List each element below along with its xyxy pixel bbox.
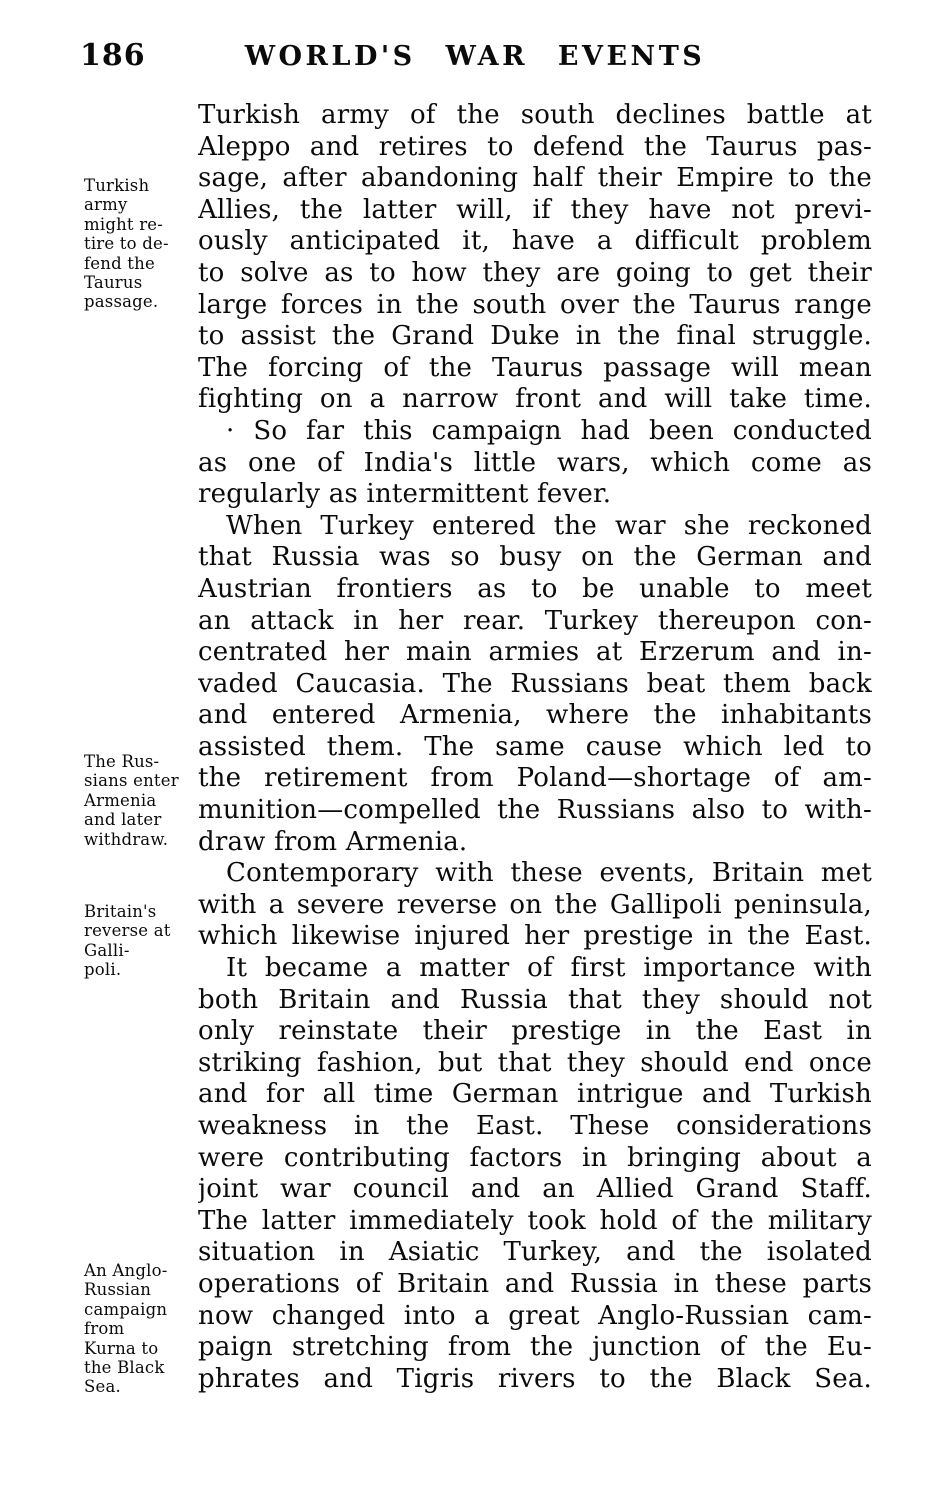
body-line: munition—compelled the Russians also to with- bbox=[198, 795, 872, 826]
body-line: situation in Asiatic Turkey, and the isolated bbox=[198, 1237, 872, 1268]
body-line: fighting on a narrow front and will take time. bbox=[198, 384, 872, 415]
sidenote-line: from bbox=[84, 1319, 125, 1339]
body-line: Turkish army of the south declines battle at bbox=[198, 100, 872, 130]
sidenote bbox=[84, 752, 198, 849]
body-line: phrates and Tigris rivers to the Black Sea. bbox=[198, 1363, 872, 1394]
running-title: WORLD'S WAR EVENTS bbox=[244, 41, 706, 72]
body-line: paign stretching from the junction of the Eu- bbox=[198, 1332, 872, 1363]
body-line: The forcing of the Taurus passage will mean bbox=[198, 352, 872, 383]
body-line: operations of Britain and Russia in these parts bbox=[198, 1268, 872, 1299]
body-line: The latter immediately took hold of the military bbox=[198, 1205, 872, 1236]
sidenote bbox=[84, 1261, 198, 1397]
sidenote-line: poli. bbox=[84, 960, 122, 980]
body-line: with a severe reverse on the Gallipoli peninsula, bbox=[198, 889, 872, 920]
sidenote-line: tire to de- bbox=[84, 234, 169, 254]
sidenote bbox=[84, 902, 198, 980]
sidenote-line: Armenia bbox=[84, 790, 157, 810]
body-line: to assist the Grand Duke in the final struggle. bbox=[198, 321, 872, 352]
body-line: weakness in the East. These considerations bbox=[198, 1111, 872, 1141]
body-line: It became a matter of first importance with bbox=[226, 953, 872, 984]
body-line: to solve as to how they are going to get their bbox=[198, 257, 872, 288]
sidenote-line: Russian bbox=[84, 1280, 152, 1300]
sidenote-line: Turkish bbox=[84, 176, 150, 195]
body-line: as one of India's little wars, which come as bbox=[198, 447, 872, 478]
body-line: vaded Caucasia. The Russians beat them back bbox=[198, 668, 872, 699]
sidenote-line: Sea. bbox=[84, 1377, 121, 1397]
body-text-column bbox=[198, 100, 872, 1395]
sidenote-line: might re- bbox=[84, 214, 164, 234]
body-line: draw from Armenia. bbox=[198, 826, 468, 857]
page-number: 186 bbox=[80, 38, 146, 73]
body-line: and for all time German intrigue and Turkish bbox=[198, 1079, 872, 1110]
body-line: ously anticipated it, have a difficult problem bbox=[198, 226, 872, 257]
sidenote-line: Kurna to bbox=[84, 1338, 159, 1358]
sidenote-line: Taurus bbox=[84, 273, 143, 293]
body-line: assisted them. The same cause which led to bbox=[198, 731, 872, 762]
body-line: centrated her main armies at Erzerum and in- bbox=[198, 637, 872, 668]
body-line: both Britain and Russia that they should not bbox=[198, 984, 872, 1015]
sidenote-line: reverse at bbox=[84, 921, 171, 941]
body-line: Aleppo and retires to defend the Taurus pas- bbox=[198, 131, 872, 162]
body-line: Austrian frontiers as to be unable to meet bbox=[198, 573, 872, 604]
body-line: and entered Armenia, where the inhabitants bbox=[198, 700, 872, 731]
body-line: were contributing factors in bringing about a bbox=[198, 1142, 872, 1173]
sidenote bbox=[84, 176, 198, 312]
body-line: the retirement from Poland—shortage of am- bbox=[198, 763, 872, 794]
sidenote-line: army bbox=[84, 195, 128, 215]
sidenote-line: Britain's bbox=[84, 902, 157, 921]
body-line: regularly as intermittent fever. bbox=[198, 479, 612, 510]
sidenote-line: the Black bbox=[84, 1358, 165, 1378]
body-line: that Russia was so busy on the German and bbox=[198, 542, 872, 573]
body-line: now changed into a great Anglo-Russian cam- bbox=[198, 1300, 872, 1331]
sidenote-line: fend the bbox=[84, 253, 155, 273]
sidenote-line: sians enter bbox=[84, 771, 179, 791]
body-line: · So far this campaign had been conducted bbox=[226, 415, 872, 446]
body-line: only reinstate their prestige in the East in bbox=[198, 1016, 872, 1047]
body-line: striking fashion, but that they should end once bbox=[198, 1047, 872, 1078]
sidenote-line: Galli- bbox=[84, 940, 130, 960]
body-line: Contemporary with these events, Britain met bbox=[226, 858, 872, 889]
body-line: large forces in the south over the Taurus range bbox=[198, 289, 872, 320]
body-line: sage, after abandoning half their Empire to the bbox=[198, 163, 872, 194]
sidenote-line: withdraw. bbox=[84, 829, 169, 849]
body-line: joint war council and an Allied Grand Staff. bbox=[198, 1174, 872, 1205]
body-line: Allies, the latter will, if they have not previ- bbox=[198, 194, 872, 225]
sidenote-line: The Rus- bbox=[84, 752, 160, 771]
sidenote-line: campaign bbox=[84, 1299, 168, 1319]
sidenote-line: An Anglo- bbox=[84, 1261, 168, 1280]
body-line: When Turkey entered the war she reckoned bbox=[226, 510, 872, 541]
sidenote-line: and later bbox=[84, 810, 162, 830]
body-line: which likewise injured her prestige in the East. bbox=[198, 921, 872, 952]
body-line: an attack in her rear. Turkey thereupon con- bbox=[198, 605, 872, 636]
sidenote-line: passage. bbox=[84, 292, 159, 312]
